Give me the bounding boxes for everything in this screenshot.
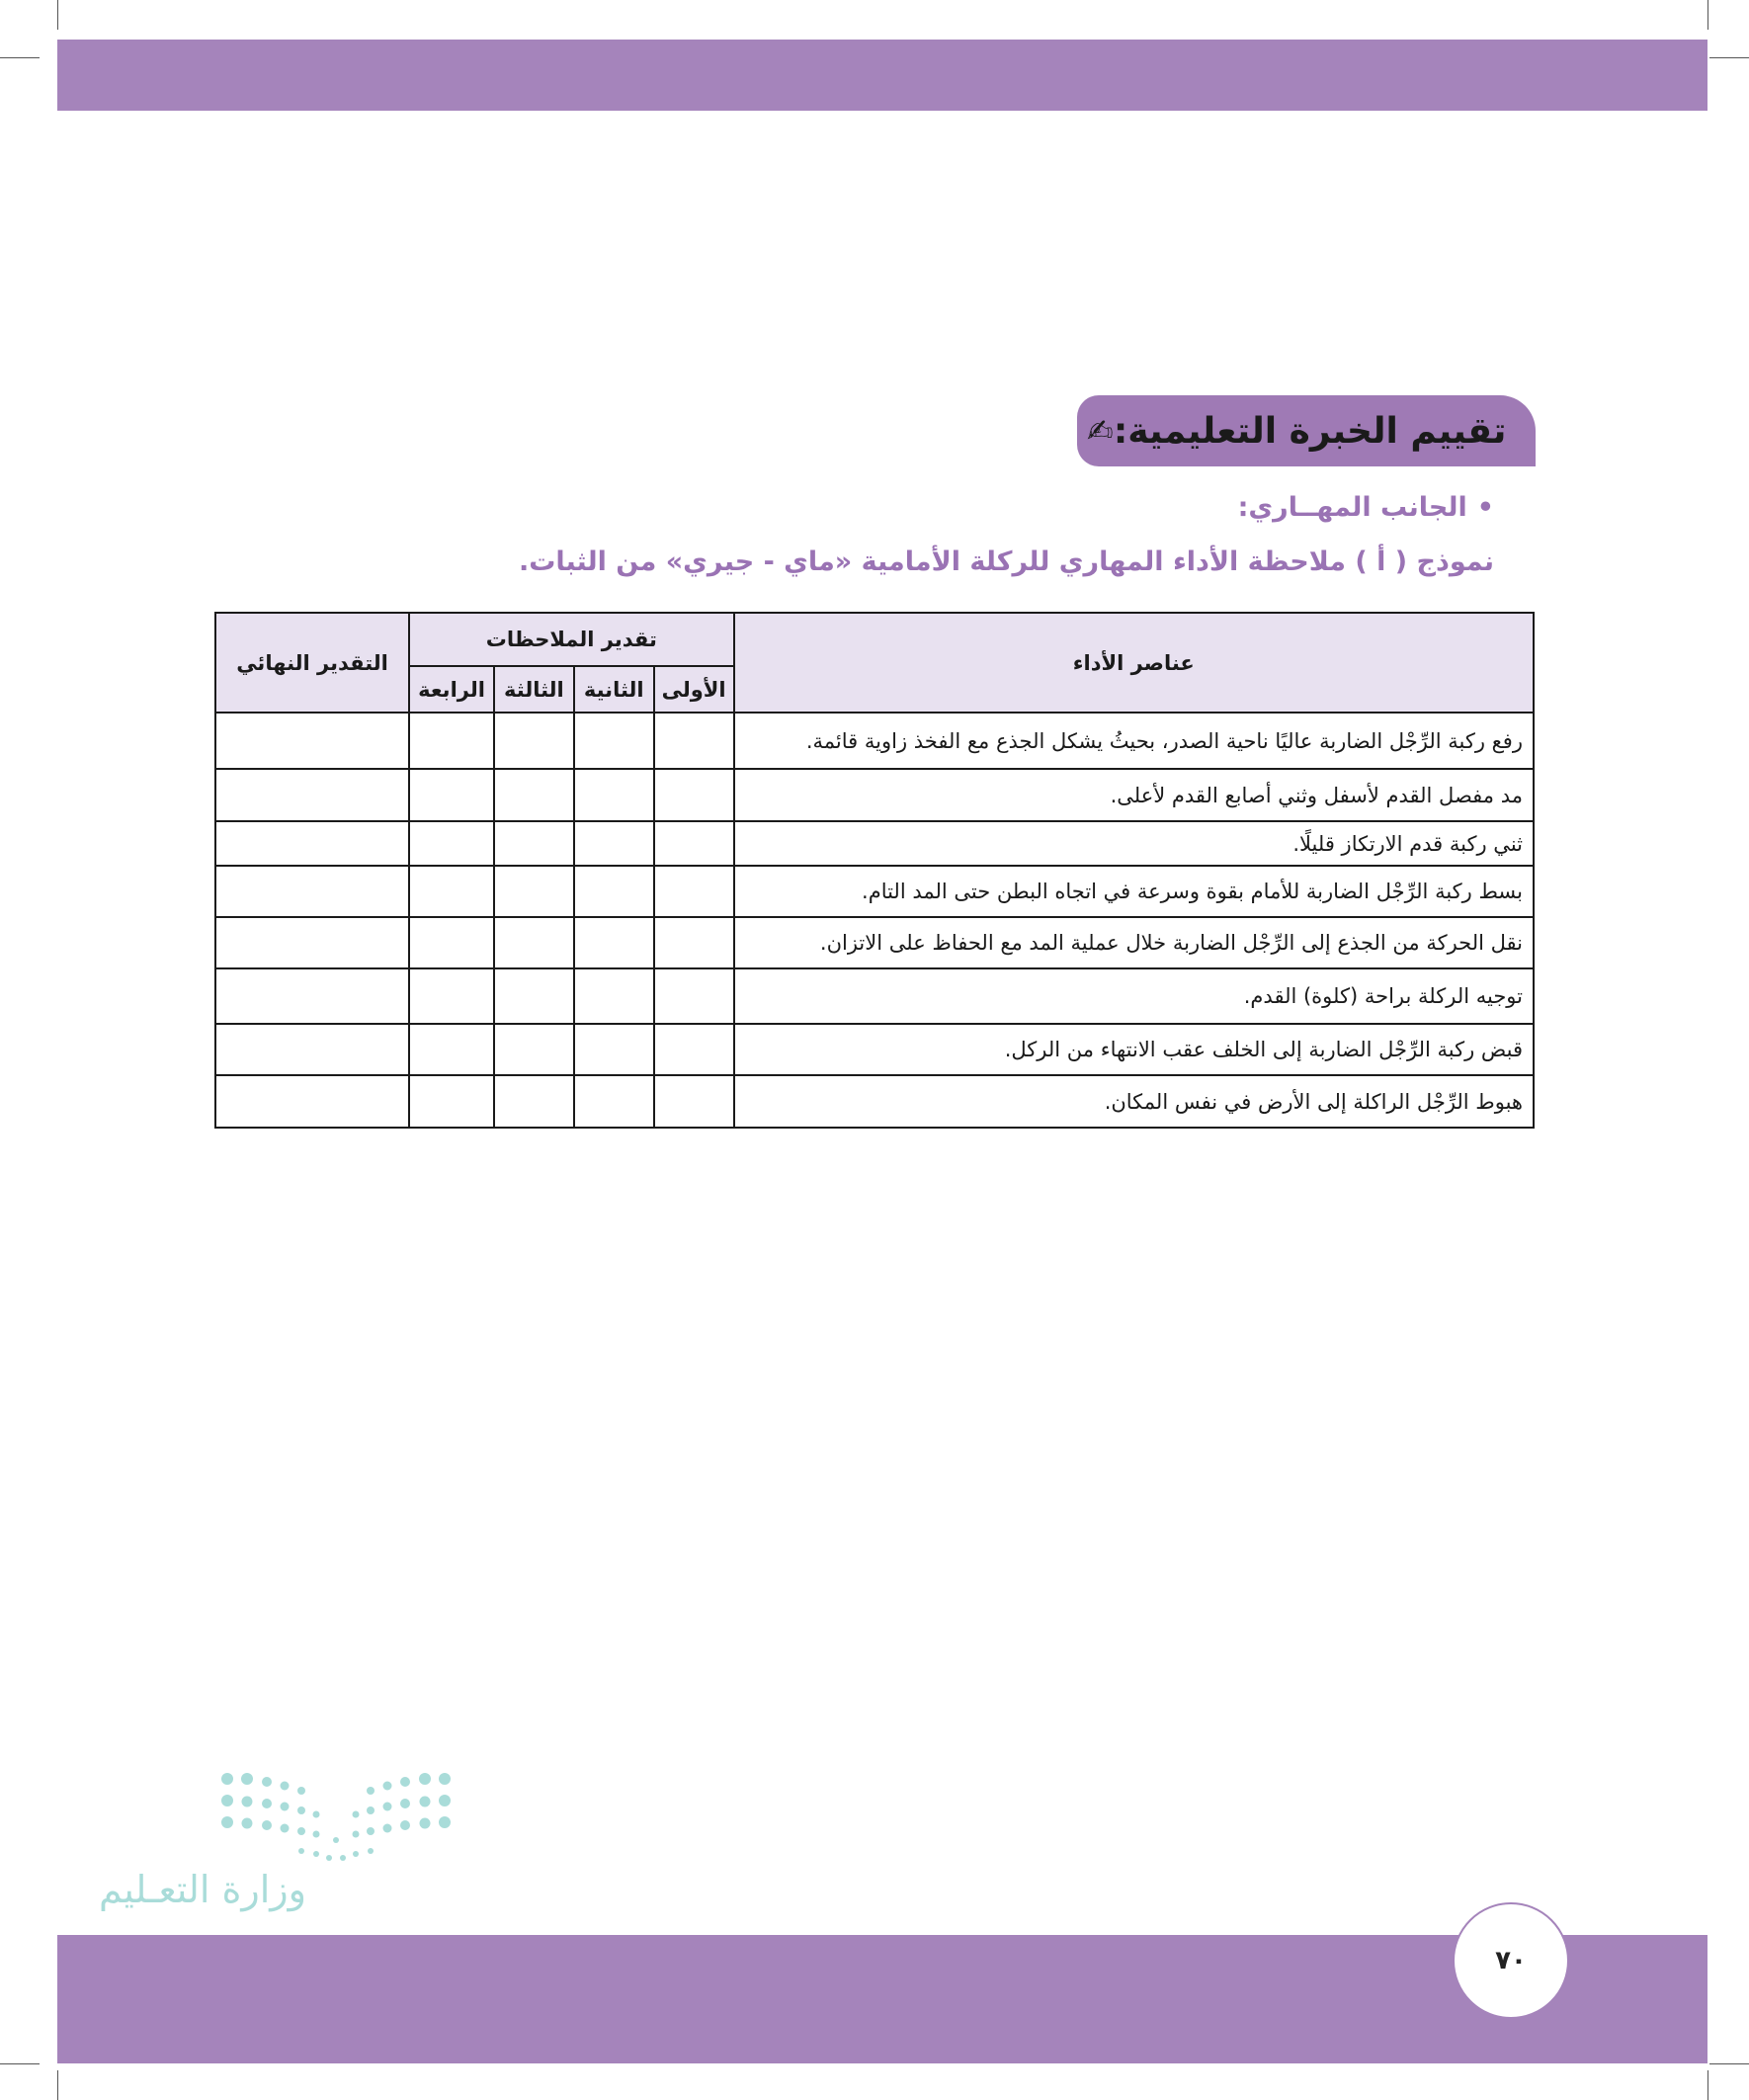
rating-cell[interactable] [409, 1024, 494, 1075]
rating-cell[interactable] [494, 917, 574, 968]
header-observation-3: الثالثة [494, 666, 574, 713]
rating-cell[interactable] [494, 1075, 574, 1128]
rating-cell[interactable] [574, 968, 654, 1024]
rating-cell[interactable] [574, 769, 654, 821]
rating-cell[interactable] [574, 1075, 654, 1128]
crop-mark [0, 2063, 40, 2064]
page-number [1453, 1902, 1569, 2019]
rating-cell[interactable] [654, 713, 734, 769]
rating-cell[interactable] [494, 866, 574, 917]
rating-cell[interactable] [574, 821, 654, 866]
rating-cell[interactable] [409, 917, 494, 968]
performance-item: بسط ركبة الرِّجْل الضاربة للأمام بقوة وسرعة في اتجاه البطن حتى المد التام. [734, 866, 1534, 917]
section-title: تقييم الخبرة التعليمية: [1113, 410, 1507, 452]
table-row [215, 1024, 1534, 1075]
header-performance-elements: عناصر الأداء [734, 613, 1534, 713]
crop-mark [0, 57, 40, 58]
table-row [215, 713, 1534, 769]
rating-cell[interactable] [409, 713, 494, 769]
rating-cell[interactable] [574, 1024, 654, 1075]
rating-cell[interactable] [574, 713, 654, 769]
header-final-rating: التقدير النهائي [215, 613, 409, 713]
performance-item: ثني ركبة قدم الارتكاز قليلًا. [734, 821, 1534, 866]
final-rating-cell[interactable] [215, 1075, 409, 1128]
rating-cell[interactable] [654, 821, 734, 866]
rating-cell[interactable] [494, 821, 574, 866]
performance-item: توجيه الركلة براحة (كلوة) القدم. [734, 968, 1534, 1024]
table-row [215, 769, 1534, 821]
header-observation-2: الثانية [574, 666, 654, 713]
model-title: نموذج ( أ ) ملاحظة الأداء المهاري للركلة الأمامية «ماي - جيري» من الثبات. [518, 546, 1494, 577]
final-rating-cell[interactable] [215, 821, 409, 866]
performance-item: هبوط الرِّجْل الراكلة إلى الأرض في نفس المكان. [734, 1075, 1534, 1128]
final-rating-cell[interactable] [215, 713, 409, 769]
rating-cell[interactable] [654, 917, 734, 968]
page-number-text: ٧٠ [1495, 1946, 1527, 1975]
performance-item: قبض ركبة الرِّجْل الضاربة إلى الخلف عقب الانتهاء من الركل. [734, 1024, 1534, 1075]
crop-mark [1709, 2063, 1749, 2064]
rating-cell[interactable] [494, 968, 574, 1024]
rating-cell[interactable] [409, 1075, 494, 1128]
rating-cell[interactable] [409, 821, 494, 866]
rating-cell[interactable] [654, 1075, 734, 1128]
rating-cell[interactable] [654, 866, 734, 917]
header-observation-1: الأولى [654, 666, 734, 713]
ministry-logo [99, 1769, 474, 1937]
rating-cell[interactable] [494, 713, 574, 769]
crop-mark [1709, 57, 1749, 58]
bullet: • [1476, 492, 1494, 523]
section-header [1077, 395, 1536, 466]
rating-cell[interactable] [574, 917, 654, 968]
table-row [215, 821, 1534, 866]
evaluation-table [214, 612, 1535, 1129]
rating-cell[interactable] [409, 968, 494, 1024]
performance-item: نقل الحركة من الجذع إلى الرِّجْل الضاربة خلال عملية المد مع الحفاظ على الاتزان. [734, 917, 1534, 968]
crop-mark [57, 2070, 58, 2100]
header-observation-4: الرابعة [409, 666, 494, 713]
ministry-name: وزارة التعـليم [99, 1868, 307, 1911]
table-row [215, 968, 1534, 1024]
rating-cell[interactable] [654, 968, 734, 1024]
table-row [215, 917, 1534, 968]
rating-cell[interactable] [654, 769, 734, 821]
subheading-text: الجانب المهــاري: [1237, 492, 1467, 523]
rating-cell[interactable] [574, 866, 654, 917]
final-rating-cell[interactable] [215, 968, 409, 1024]
final-rating-cell[interactable] [215, 866, 409, 917]
crop-mark [1707, 2070, 1708, 2100]
performance-item: رفع ركبة الرِّجْل الضاربة عاليًا ناحية الصدر، بحيثُ يشكل الجذع مع الفخذ زاوية قائمة. [734, 713, 1534, 769]
top-decorative-band [57, 40, 1707, 111]
crop-mark [1707, 0, 1708, 30]
final-rating-cell[interactable] [215, 917, 409, 968]
skill-subheading [1238, 492, 1494, 523]
table-row [215, 866, 1534, 917]
rating-cell[interactable] [409, 866, 494, 917]
header-observations: تقدير الملاحظات [409, 613, 733, 666]
final-rating-cell[interactable] [215, 1024, 409, 1075]
table-row [215, 1075, 1534, 1128]
rating-cell[interactable] [409, 769, 494, 821]
rating-cell[interactable] [494, 769, 574, 821]
performance-item: مد مفصل القدم لأسفل وثني أصابع القدم لأعلى. [734, 769, 1534, 821]
crop-mark [57, 0, 58, 30]
rating-cell[interactable] [494, 1024, 574, 1075]
final-rating-cell[interactable] [215, 769, 409, 821]
pen-writing-icon: ✍ [1087, 412, 1114, 450]
rating-cell[interactable] [654, 1024, 734, 1075]
